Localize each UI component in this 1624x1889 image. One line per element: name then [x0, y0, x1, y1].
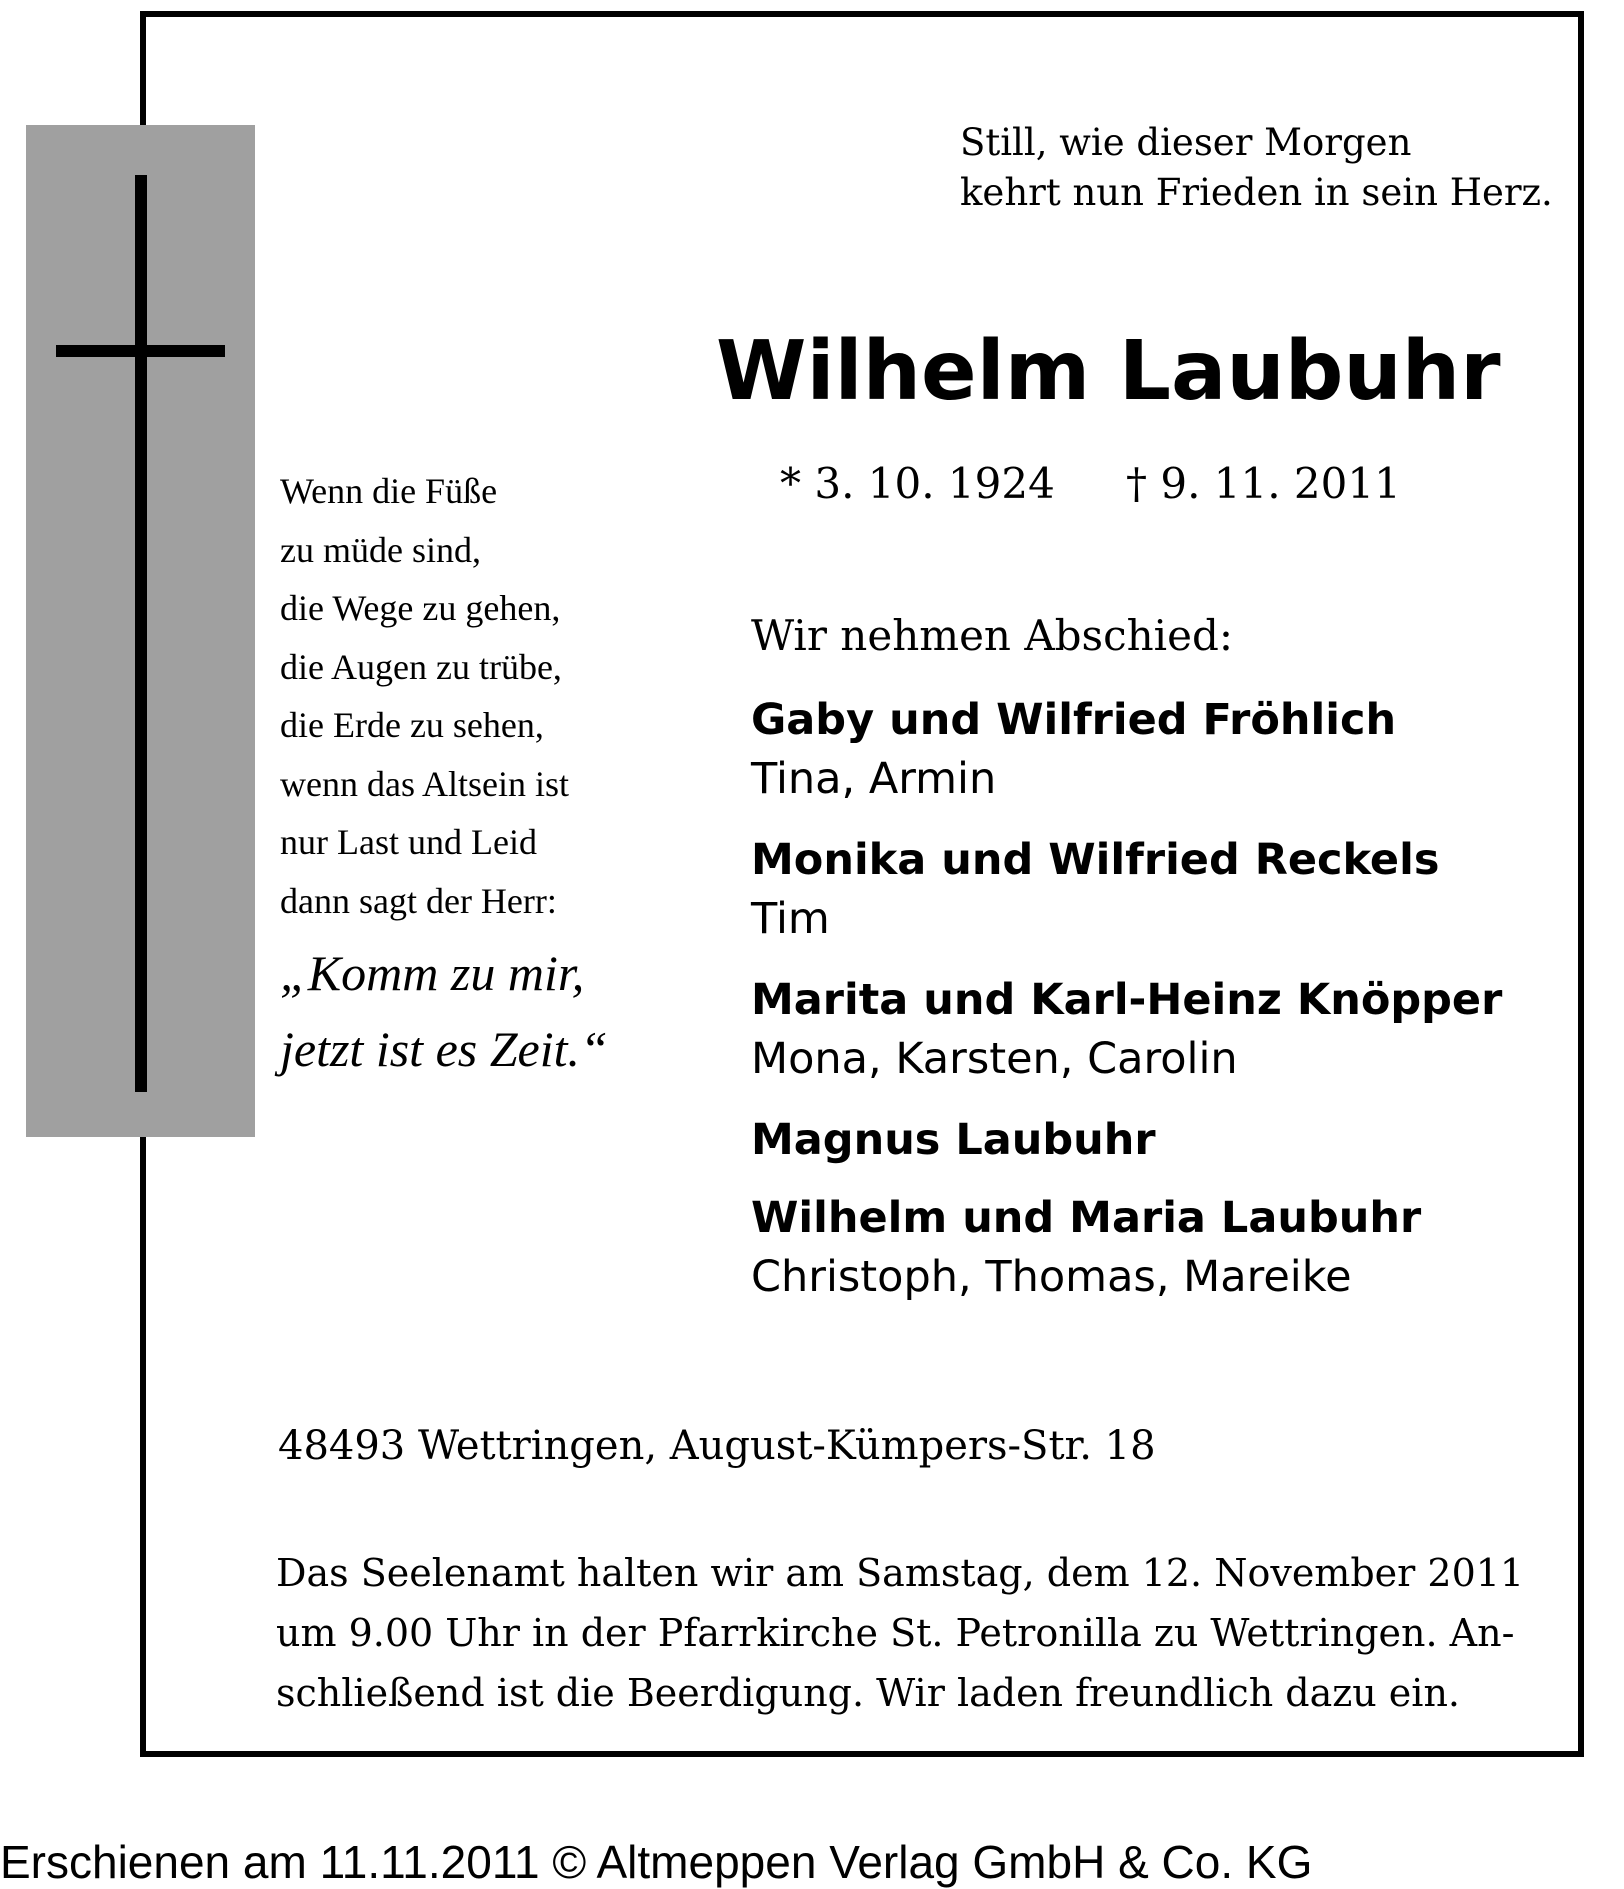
- mourner-children: Mona, Karsten, Carolin: [751, 1034, 1238, 1084]
- mourner-family: [751, 1190, 1502, 1308]
- address: 48493 Wettringen, August-Kümpers-Str. 18: [278, 1423, 1156, 1469]
- cross-icon-crossbar: [56, 345, 225, 357]
- mourner-family: [751, 832, 1502, 950]
- poem-line: zu müde sind,: [280, 529, 481, 570]
- cross-icon: [135, 175, 147, 1092]
- mourner-name: Monika und Wilfried Reckels: [751, 835, 1440, 885]
- poem-line: nur Last und Leid: [280, 822, 537, 862]
- funeral-notice: [276, 1543, 1538, 1723]
- farewell-heading: Wir nehmen Abschied:: [751, 611, 1233, 660]
- mourner-children: Christoph, Thomas, Mareike: [751, 1252, 1352, 1302]
- poem-line: dann sagt der Herr:: [280, 880, 557, 921]
- mourner-family: [751, 972, 1502, 1090]
- notice-line: Das Seelenamt halten wir am Samstag, dem 12. November 2011: [276, 1551, 1525, 1595]
- death-date: † 9. 11. 2011: [1126, 459, 1401, 508]
- motto-line: kehrt nun Frieden in sein Herz.: [960, 171, 1553, 214]
- poem-line: die Erde zu sehen,: [280, 705, 544, 745]
- poem-quote: [280, 935, 608, 1087]
- mourner-children: Tina, Armin: [751, 754, 997, 804]
- poem-line: Wenn die Füße: [280, 471, 498, 511]
- mourner-name: Gaby und Wilfried Fröhlich: [751, 695, 1397, 745]
- poem-line: die Augen zu trübe,: [280, 646, 562, 687]
- poem-line: die Wege zu gehen,: [280, 588, 561, 628]
- notice-line: schließend ist die Beerdigung. Wir laden freundlich dazu ein.: [276, 1671, 1460, 1715]
- poem: [280, 462, 640, 930]
- publication-footer: Erschienen am 11.11.2011 © Altmeppen Verlag GmbH & Co. KG: [0, 1836, 1313, 1888]
- deceased-name: Wilhelm Laubuhr: [716, 324, 1501, 419]
- mourner-family: [751, 1112, 1502, 1168]
- motto: [960, 118, 1553, 218]
- quote-line: „Komm zu mir,: [280, 945, 585, 1001]
- motto-line: Still, wie dieser Morgen: [960, 121, 1412, 164]
- mourners-list: [751, 692, 1502, 1330]
- mourner-name: Magnus Laubuhr: [751, 1115, 1156, 1165]
- mourner-children: Tim: [751, 894, 830, 944]
- poem-line: wenn das Altsein ist: [280, 763, 569, 804]
- birth-date: * 3. 10. 1924: [780, 459, 1055, 508]
- mourner-name: Marita und Karl-Heinz Knöpper: [751, 975, 1503, 1025]
- mourner-name: Wilhelm und Maria Laubuhr: [751, 1193, 1422, 1243]
- quote-line: jetzt ist es Zeit.“: [280, 1021, 608, 1077]
- notice-line: um 9.00 Uhr in der Pfarrkirche St. Petronilla zu Wettringen. An-: [276, 1611, 1515, 1655]
- mourner-family: [751, 692, 1502, 810]
